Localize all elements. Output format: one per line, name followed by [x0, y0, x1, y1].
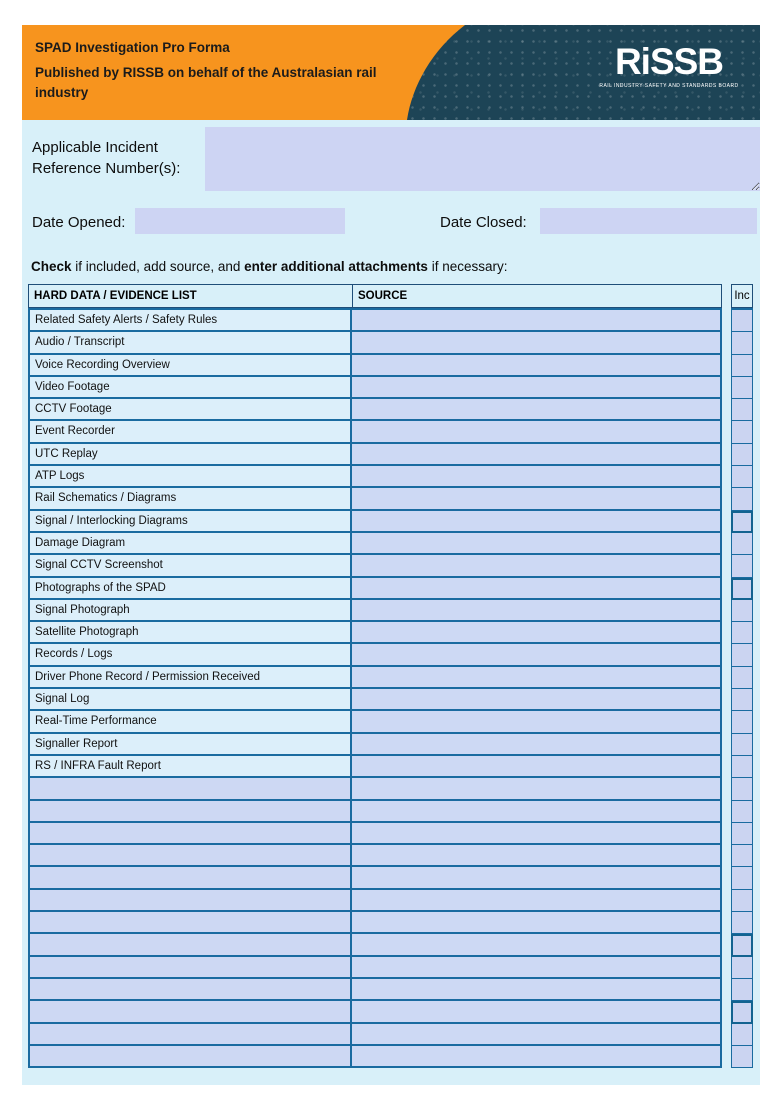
- inc-checkbox[interactable]: [731, 421, 753, 443]
- table-row: [30, 756, 720, 778]
- rissb-logo: [594, 43, 744, 89]
- evidence-label-cell: Satellite Photograph: [30, 622, 352, 642]
- inc-checkbox[interactable]: [731, 332, 753, 354]
- source-input-cell[interactable]: [352, 711, 720, 731]
- evidence-empty-cell[interactable]: [30, 890, 352, 910]
- source-input-cell[interactable]: [352, 756, 720, 776]
- evidence-label-cell: Related Safety Alerts / Safety Rules: [30, 310, 352, 330]
- inc-checkbox[interactable]: [731, 912, 753, 934]
- inc-checkbox[interactable]: [731, 1024, 753, 1046]
- inc-checkbox[interactable]: [731, 308, 753, 332]
- header-text-block: [35, 40, 415, 102]
- inc-checkbox[interactable]: [731, 466, 753, 488]
- incident-reference-input[interactable]: [205, 127, 760, 191]
- evidence-empty-cell[interactable]: [30, 934, 352, 954]
- inc-checkbox[interactable]: [731, 934, 753, 956]
- evidence-label-cell: Driver Phone Record / Permission Received: [30, 667, 352, 687]
- table-row: [30, 600, 720, 622]
- rissb-logo-text: RiSSB: [614, 41, 724, 82]
- date-opened-input[interactable]: [135, 208, 345, 234]
- inc-checkbox[interactable]: [731, 845, 753, 867]
- table-row: [30, 912, 720, 934]
- table-row: [30, 488, 720, 510]
- page-title: SPAD Investigation Pro Forma: [35, 40, 230, 55]
- table-row: [30, 444, 720, 466]
- source-column-header: SOURCE: [358, 290, 408, 302]
- table-row: [30, 734, 720, 756]
- date-closed-label: Date Closed:: [440, 214, 527, 231]
- table-row: [30, 778, 720, 800]
- table-row: [30, 377, 720, 399]
- table-row: [30, 801, 720, 823]
- source-input-cell[interactable]: [352, 912, 720, 932]
- inc-checkbox[interactable]: [731, 711, 753, 733]
- evidence-empty-cell[interactable]: [30, 845, 352, 865]
- inc-column-header: Inc: [731, 284, 753, 308]
- source-input-cell[interactable]: [352, 622, 720, 642]
- table-row: [30, 823, 720, 845]
- source-input-cell[interactable]: [352, 600, 720, 620]
- instruction-plain-1: if included, add source, and: [71, 259, 245, 274]
- inc-checkbox[interactable]: [731, 533, 753, 555]
- source-input-cell[interactable]: [352, 421, 720, 441]
- source-input-cell[interactable]: [352, 533, 720, 553]
- evidence-empty-cell[interactable]: [30, 1001, 352, 1021]
- table-row: [30, 355, 720, 377]
- date-closed-input[interactable]: [540, 208, 757, 234]
- inc-checkbox[interactable]: [731, 823, 753, 845]
- source-input-cell[interactable]: [352, 355, 720, 375]
- source-input-cell[interactable]: [352, 488, 720, 508]
- evidence-label-cell: Audio / Transcript: [30, 332, 352, 352]
- source-input-cell[interactable]: [352, 667, 720, 687]
- table-row: [30, 711, 720, 733]
- evidence-label-cell: RS / INFRA Fault Report: [30, 756, 352, 776]
- instruction-text: [31, 259, 507, 274]
- table-row: [30, 332, 720, 354]
- hard-data-column-header: HARD DATA / EVIDENCE LIST: [29, 285, 353, 307]
- evidence-empty-cell[interactable]: [30, 867, 352, 887]
- inc-checkbox[interactable]: [731, 488, 753, 510]
- source-input-cell[interactable]: [352, 778, 720, 798]
- evidence-empty-cell[interactable]: [30, 912, 352, 932]
- header-band: [22, 25, 760, 120]
- evidence-table-body: [28, 308, 722, 1068]
- inc-checkbox[interactable]: [731, 578, 753, 600]
- evidence-label-cell: Signal Photograph: [30, 600, 352, 620]
- date-opened-label: Date Opened:: [32, 214, 126, 231]
- inc-checkbox[interactable]: [731, 399, 753, 421]
- evidence-table-header: [28, 284, 722, 308]
- inc-checkbox[interactable]: [731, 979, 753, 1001]
- evidence-label-cell: ATP Logs: [30, 466, 352, 486]
- evidence-label-cell: Signal / Interlocking Diagrams: [30, 511, 352, 531]
- source-input-cell[interactable]: [352, 511, 720, 531]
- source-input-cell[interactable]: [352, 399, 720, 419]
- source-input-cell[interactable]: [352, 444, 720, 464]
- source-input-cell[interactable]: [352, 555, 720, 575]
- table-row: [30, 622, 720, 644]
- source-input-cell[interactable]: [352, 1001, 720, 1021]
- table-row: [30, 421, 720, 443]
- evidence-label-cell: Event Recorder: [30, 421, 352, 441]
- form-sheet: [22, 25, 760, 1085]
- source-input-cell[interactable]: [352, 1024, 720, 1044]
- table-row: [30, 1001, 720, 1023]
- table-row: [30, 1046, 720, 1068]
- source-input-cell[interactable]: [352, 934, 720, 954]
- source-input-cell[interactable]: [352, 644, 720, 664]
- inc-checkbox[interactable]: [731, 622, 753, 644]
- source-input-cell[interactable]: [352, 823, 720, 843]
- evidence-label-cell: Signaller Report: [30, 734, 352, 754]
- evidence-label-cell: Video Footage: [30, 377, 352, 397]
- evidence-label-cell: Signal Log: [30, 689, 352, 709]
- source-input-cell[interactable]: [352, 377, 720, 397]
- source-input-cell[interactable]: [352, 1046, 720, 1066]
- table-row: [30, 644, 720, 666]
- evidence-empty-cell[interactable]: [30, 801, 352, 821]
- inc-column: [731, 284, 753, 1068]
- inc-checkbox[interactable]: [731, 890, 753, 912]
- inc-checkbox[interactable]: [731, 511, 753, 533]
- source-input-cell[interactable]: [352, 332, 720, 352]
- inc-checkbox[interactable]: [731, 377, 753, 399]
- source-input-cell[interactable]: [352, 867, 720, 887]
- evidence-label-cell: Rail Schematics / Diagrams: [30, 488, 352, 508]
- evidence-empty-cell[interactable]: [30, 778, 352, 798]
- evidence-label-cell: Voice Recording Overview: [30, 355, 352, 375]
- table-row: [30, 1024, 720, 1046]
- inc-checkbox[interactable]: [731, 1046, 753, 1068]
- source-input-cell[interactable]: [352, 801, 720, 821]
- evidence-label-cell: Damage Diagram: [30, 533, 352, 553]
- source-input-cell[interactable]: [352, 845, 720, 865]
- evidence-label-cell: Real-Time Performance: [30, 711, 352, 731]
- inc-checkbox[interactable]: [731, 555, 753, 577]
- source-input-cell[interactable]: [352, 979, 720, 999]
- table-row: [30, 533, 720, 555]
- inc-checkbox[interactable]: [731, 778, 753, 800]
- evidence-label-cell: Signal CCTV Screenshot: [30, 555, 352, 575]
- inc-checkbox[interactable]: [731, 644, 753, 666]
- inc-column-cells: [731, 308, 753, 1068]
- table-row: [30, 578, 720, 600]
- table-row: [30, 667, 720, 689]
- inc-checkbox[interactable]: [731, 867, 753, 889]
- table-row: [30, 867, 720, 889]
- evidence-label-cell: UTC Replay: [30, 444, 352, 464]
- evidence-empty-cell[interactable]: [30, 1024, 352, 1044]
- rissb-logo-tagline: RAIL INDUSTRY SAFETY AND STANDARDS BOARD: [599, 83, 739, 89]
- source-input-cell[interactable]: [352, 578, 720, 598]
- table-row: [30, 845, 720, 867]
- inc-checkbox[interactable]: [731, 756, 753, 778]
- evidence-empty-cell[interactable]: [30, 823, 352, 843]
- source-input-cell[interactable]: [352, 890, 720, 910]
- table-row: [30, 466, 720, 488]
- source-input-cell[interactable]: [352, 957, 720, 977]
- inc-checkbox[interactable]: [731, 801, 753, 823]
- evidence-label-cell: Photographs of the SPAD: [30, 578, 352, 598]
- table-row: [30, 890, 720, 912]
- evidence-label-cell: CCTV Footage: [30, 399, 352, 419]
- instruction-bold-attachments: enter additional attachments: [244, 259, 428, 274]
- table-row: [30, 957, 720, 979]
- inc-checkbox[interactable]: [731, 957, 753, 979]
- table-row: [30, 399, 720, 421]
- page-subtitle: Published by RISSB on behalf of the Australasian rail industry: [35, 65, 377, 100]
- evidence-table: [28, 284, 722, 1068]
- table-row: [30, 555, 720, 577]
- inc-checkbox[interactable]: [731, 689, 753, 711]
- inc-checkbox[interactable]: [731, 1001, 753, 1023]
- instruction-plain-2: if necessary:: [427, 259, 508, 274]
- source-input-cell[interactable]: [352, 734, 720, 754]
- table-row: [30, 979, 720, 1001]
- evidence-empty-cell[interactable]: [30, 957, 352, 977]
- inc-checkbox[interactable]: [731, 355, 753, 377]
- table-row: [30, 934, 720, 956]
- table-row: [30, 689, 720, 711]
- incident-reference-label: Applicable Incident Reference Number(s):: [32, 139, 181, 177]
- evidence-empty-cell[interactable]: [30, 1046, 352, 1066]
- source-input-cell[interactable]: [352, 466, 720, 486]
- instruction-bold-check: Check: [31, 259, 72, 274]
- inc-checkbox[interactable]: [731, 734, 753, 756]
- evidence-label-cell: Records / Logs: [30, 644, 352, 664]
- inc-checkbox[interactable]: [731, 444, 753, 466]
- table-row: [30, 310, 720, 332]
- inc-checkbox[interactable]: [731, 667, 753, 689]
- table-row: [30, 511, 720, 533]
- evidence-empty-cell[interactable]: [30, 979, 352, 999]
- source-input-cell[interactable]: [352, 689, 720, 709]
- inc-checkbox[interactable]: [731, 600, 753, 622]
- source-input-cell[interactable]: [352, 310, 720, 330]
